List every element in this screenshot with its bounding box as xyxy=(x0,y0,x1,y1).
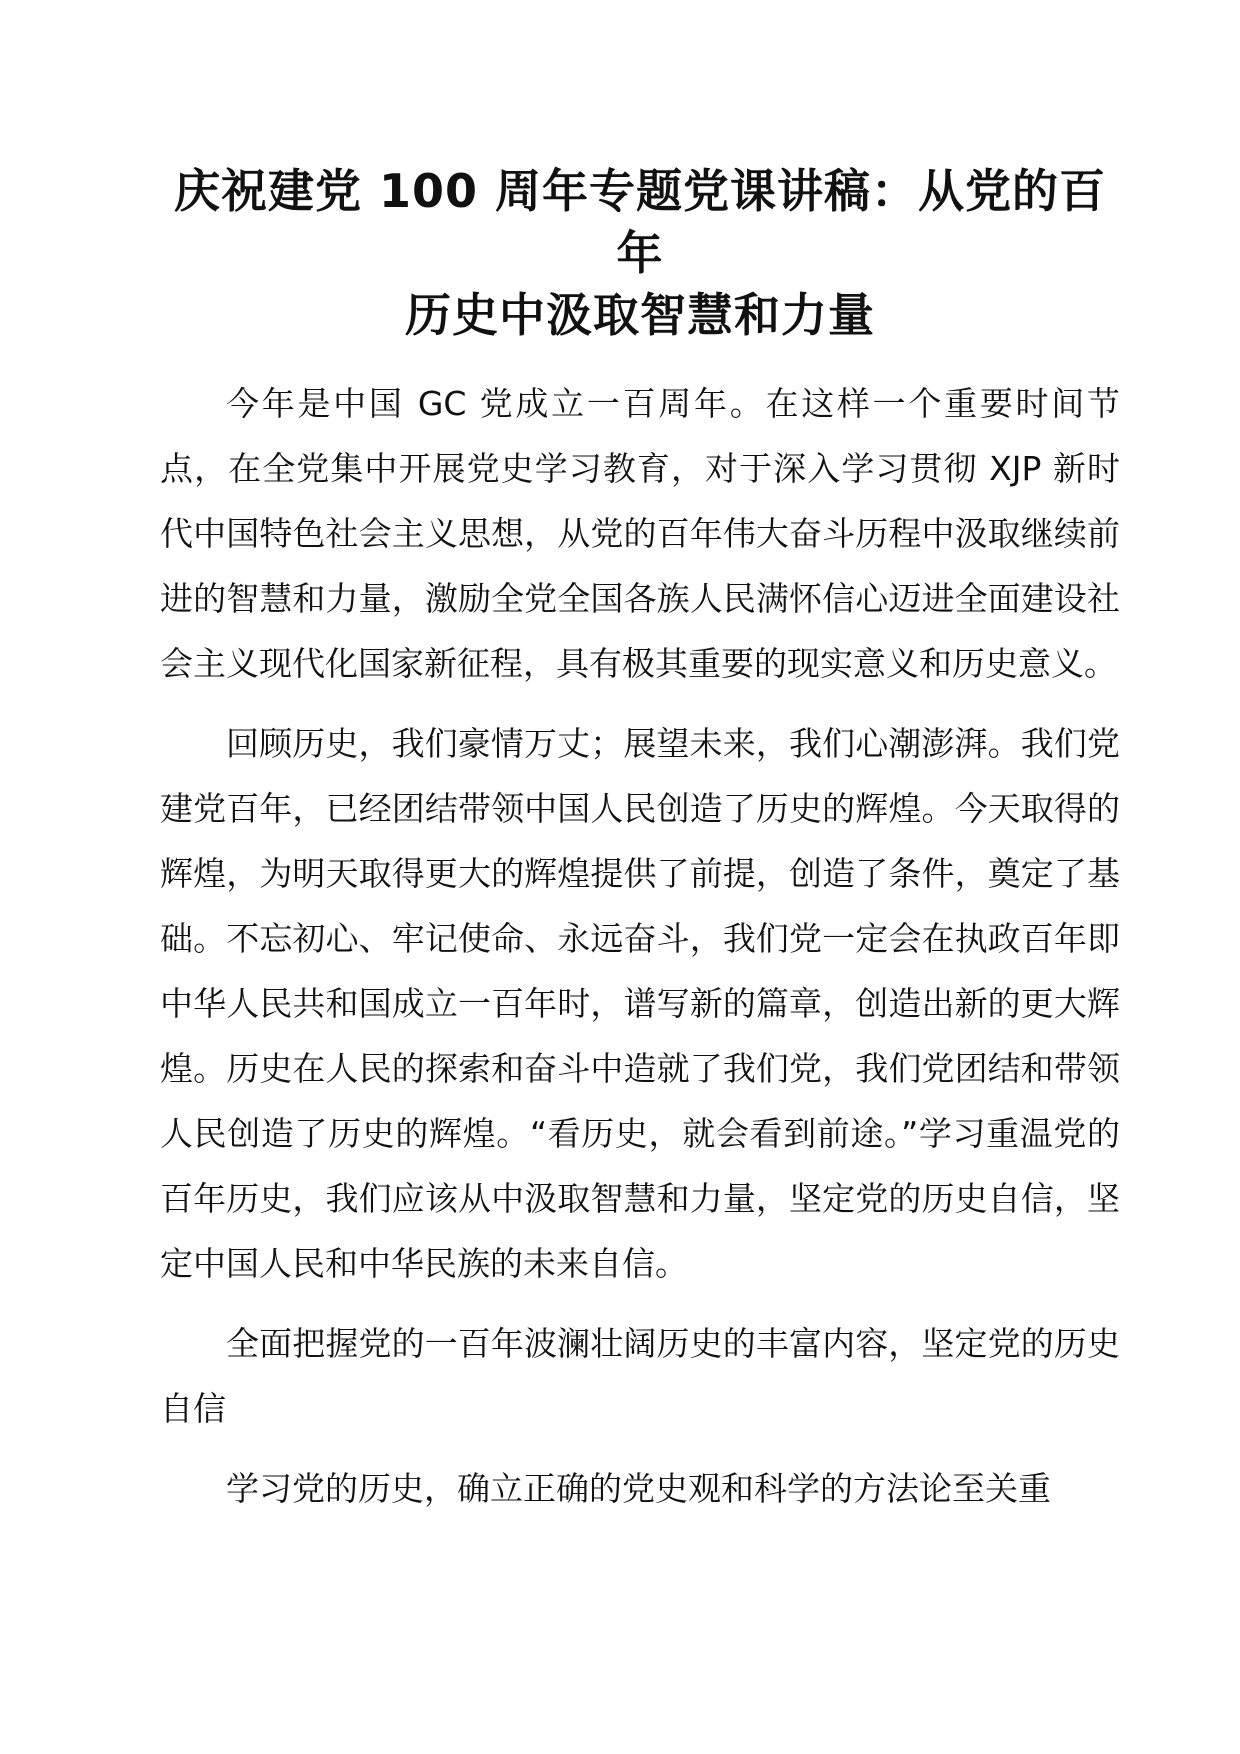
title-line-2: 历史中汲取智慧和力量 xyxy=(405,288,875,342)
document-title xyxy=(160,160,1120,346)
document-body xyxy=(160,371,1120,1521)
section-heading-paragraph: 全面把握党的一百年波澜壮阔历史的丰富内容，坚定党的历史自信 xyxy=(160,1324,1120,1428)
document-page xyxy=(160,160,1120,1521)
paragraph: 今年是中国 GC 党成立一百周年。在这样一个重要时间节点，在全党集中开展党史学习教育，对于深入学习贯彻 XJP 新时代中国特色社会主义思想，从党的百年伟大奋斗历程中汲取继续前进的智慧和力量，激励全党全国各族人民满怀信心迈进全面建设社会主义现代化国家新征程，具有极其重要的现实意义和历史意义。 xyxy=(160,384,1120,683)
paragraph: 回顾历史，我们豪情万丈；展望未来，我们心潮澎湃。我们党建党百年，已经团结带领中国人民创造了历史的辉煌。今天取得的辉煌，为明天取得更大的辉煌提供了前提，创造了条件，奠定了基础。不忘初心、牢记使命、永远奋斗，我们党一定会在执政百年即中华人民共和国成立一百年时，谱写新的篇章，创造出新的更大辉煌。历史在人民的探索和奋斗中造就了我们党，我们党团结和带领人民创造了历史的辉煌。“看历史，就会看到前途。”学习重温党的百年历史，我们应该从中汲取智慧和力量，坚定党的历史自信，坚定中国人民和中华民族的未来自信。 xyxy=(160,724,1120,1283)
title-line-1: 庆祝建党 100 周年专题党课讲稿：从党的百年 xyxy=(173,164,1107,280)
paragraph: 学习党的历史，确立正确的党史观和科学的方法论至关重 xyxy=(226,1469,1051,1508)
